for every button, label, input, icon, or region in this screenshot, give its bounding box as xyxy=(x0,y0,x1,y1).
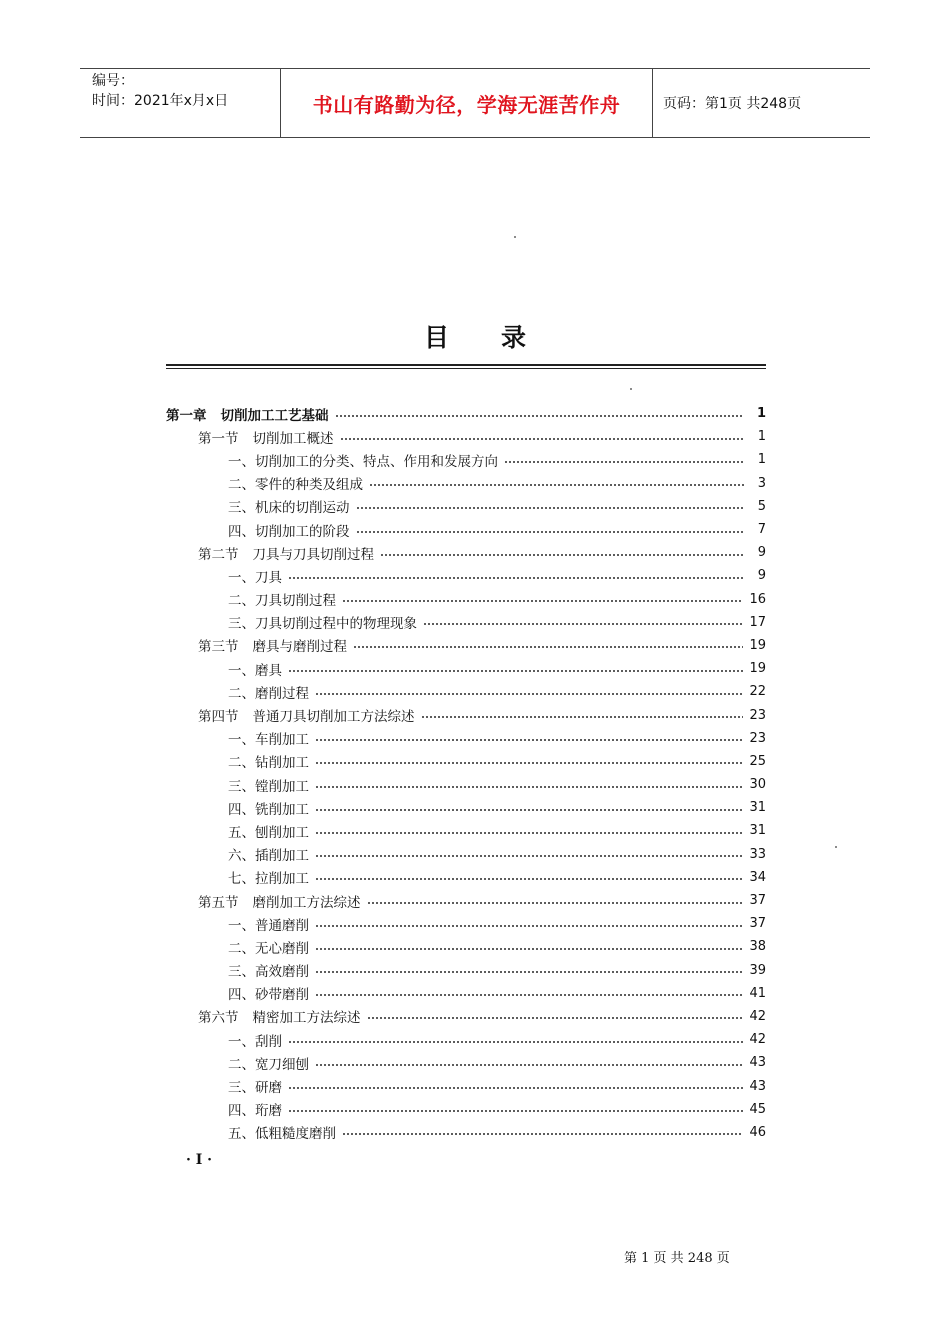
toc-leader-dots xyxy=(315,971,743,973)
toc-entry-label xyxy=(228,1099,282,1119)
toc-leader-dots xyxy=(335,415,745,417)
toc-item[interactable] xyxy=(166,866,766,889)
toc-chapter[interactable] xyxy=(166,402,766,425)
toc-entry-label xyxy=(198,543,374,563)
toc-entry-label xyxy=(228,867,309,887)
toc-entry-text: 普通刀具切削加工方法综述 xyxy=(252,709,415,726)
toc-entry-text: 一、刮削 xyxy=(228,1033,282,1050)
toc-entry-text: 一、车削加工 xyxy=(228,732,309,749)
toc-leader-dots xyxy=(367,1017,744,1019)
toc-entry-page: 37 xyxy=(749,916,766,932)
toc-leader-dots xyxy=(288,1087,743,1089)
toc-item[interactable] xyxy=(166,1074,766,1097)
toc-entry-label xyxy=(228,520,350,540)
toc-entry-text: 四、切削加工的阶段 xyxy=(228,523,350,540)
toc-item[interactable] xyxy=(166,680,766,703)
toc-item[interactable] xyxy=(166,657,766,680)
toc-entry-page: 1 xyxy=(757,429,766,445)
toc-entry-label xyxy=(228,728,309,748)
toc-leader-dots xyxy=(315,878,743,880)
header-page-info: 页码：第1页 共248页 xyxy=(663,96,802,112)
toc-entry-text: 六、插削加工 xyxy=(228,848,309,865)
page-footer: 第 1 页 共 248 页 xyxy=(624,1251,730,1266)
toc-item[interactable] xyxy=(166,518,766,541)
toc-entry-label xyxy=(228,914,309,934)
toc-item[interactable] xyxy=(166,611,766,634)
toc-leader-dots xyxy=(288,1041,743,1043)
toc-entry-text: 一、普通磨削 xyxy=(228,917,309,934)
toc-entry-label xyxy=(228,1030,282,1050)
toc-entry-page: 41 xyxy=(749,985,766,1001)
toc-entry-text: 三、高效磨削 xyxy=(228,964,309,981)
toc-item[interactable] xyxy=(166,1051,766,1074)
toc-entry-text: 切削加工工艺基础 xyxy=(220,407,329,424)
toc-entry-text: 磨削加工方法综述 xyxy=(252,894,361,911)
toc-entry-page: 30 xyxy=(749,777,766,793)
toc-leader-dots xyxy=(315,855,743,857)
toc-entry-page: 46 xyxy=(749,1124,766,1140)
toc-list xyxy=(166,402,766,1144)
toc-entry-number: 第三节 xyxy=(198,639,239,656)
toc-entry-page: 1 xyxy=(756,406,766,422)
toc-entry-page: 42 xyxy=(749,1032,766,1048)
toc-entry-page: 31 xyxy=(749,823,766,839)
toc-section[interactable] xyxy=(166,703,766,726)
toc-item[interactable] xyxy=(166,564,766,587)
toc-entry-page: 31 xyxy=(749,800,766,816)
toc-entry-text: 四、珩磨 xyxy=(228,1103,282,1120)
toc-item[interactable] xyxy=(166,912,766,935)
toc-item[interactable] xyxy=(166,727,766,750)
time-label: 时间：2021年x月x日 xyxy=(92,93,229,109)
toc-entry-page: 37 xyxy=(749,893,766,909)
toc-entry-page: 22 xyxy=(749,684,766,700)
toc-entry-label xyxy=(228,450,498,470)
toc-entry-page: 19 xyxy=(749,637,766,653)
toc-entry-text: 五、低粗糙度磨削 xyxy=(228,1126,336,1143)
scan-speck xyxy=(630,388,632,390)
toc-entry-text: 一、磨具 xyxy=(228,662,282,679)
toc-entry-label xyxy=(228,751,309,771)
toc-item[interactable] xyxy=(166,588,766,611)
toc-entry-page: 25 xyxy=(749,753,766,769)
toc-entry-label xyxy=(228,496,350,516)
toc-leader-dots xyxy=(315,948,743,950)
toc-entry-page: 9 xyxy=(757,568,766,584)
toc-entry-text: 一、切削加工的分类、特点、作用和发展方向 xyxy=(228,453,498,470)
toc-entry-label xyxy=(228,682,309,702)
toc-leader-dots xyxy=(288,1110,743,1112)
toc-entry-number: 第二节 xyxy=(198,546,239,563)
toc-entry-text: 精密加工方法综述 xyxy=(252,1010,361,1027)
toc-leader-dots xyxy=(315,693,743,695)
toc-entry-number: 第四节 xyxy=(198,709,239,726)
toc-entry-label xyxy=(228,937,309,957)
toc-entry-text: 三、刀具切削过程中的物理现象 xyxy=(228,616,417,633)
toc-entry-page: 38 xyxy=(749,939,766,955)
toc-entry-label xyxy=(228,1053,309,1073)
toc-entry-label xyxy=(228,983,309,1003)
toc-entry-text: 二、无心磨削 xyxy=(228,940,309,957)
toc-item[interactable] xyxy=(166,750,766,773)
toc-entry-page: 42 xyxy=(749,1008,766,1024)
toc-entry-label xyxy=(228,960,309,980)
toc-entry-label xyxy=(166,404,329,424)
toc-entry-text: 二、零件的种类及组成 xyxy=(228,477,363,494)
toc-entry-text: 四、铣削加工 xyxy=(228,801,309,818)
toc-entry-label xyxy=(228,612,417,632)
toc-entry-page: 7 xyxy=(757,522,766,538)
toc-entry-page: 33 xyxy=(749,846,766,862)
toc-entry-number: 第一节 xyxy=(198,430,239,447)
toc-leader-dots xyxy=(356,531,745,533)
toc-entry-label xyxy=(198,1006,361,1026)
toc-item[interactable] xyxy=(166,819,766,842)
toc-section[interactable] xyxy=(166,889,766,912)
toc-leader-dots xyxy=(315,994,743,996)
toc-entry-text: 五、刨削加工 xyxy=(228,824,309,841)
toc-item[interactable] xyxy=(166,1028,766,1051)
toc-item[interactable] xyxy=(166,959,766,982)
toc-section[interactable] xyxy=(166,1005,766,1028)
toc-leader-dots xyxy=(342,600,743,602)
toc-entry-page: 34 xyxy=(749,869,766,885)
toc-entry-text: 三、镗削加工 xyxy=(228,778,309,795)
toc-leader-dots xyxy=(369,484,744,486)
toc-entry-label xyxy=(228,566,282,586)
toc-entry-label xyxy=(198,427,334,447)
toc-leader-dots xyxy=(353,646,743,648)
toc-title: 目录 xyxy=(423,323,578,352)
toc-leader-dots xyxy=(367,902,744,904)
toc-entry-text: 三、机床的切削运动 xyxy=(228,500,350,517)
toc-leader-dots xyxy=(315,1064,743,1066)
toc-leader-dots xyxy=(423,623,743,625)
toc-leader-dots xyxy=(288,577,744,579)
toc-entry-label xyxy=(228,821,309,841)
toc-leader-dots xyxy=(288,670,743,672)
toc-entry-text: 刀具与刀具切削过程 xyxy=(252,546,374,563)
toc-entry-number: 第一章 xyxy=(166,407,207,424)
toc-entry-label xyxy=(198,705,415,725)
toc-entry-text: 一、刀具 xyxy=(228,569,282,586)
toc-entry-page: 16 xyxy=(749,591,766,607)
toc-entry-text: 磨具与磨削过程 xyxy=(252,639,347,656)
toc-leader-dots xyxy=(380,554,744,556)
toc-item[interactable] xyxy=(166,773,766,796)
toc-entry-page: 19 xyxy=(749,661,766,677)
toc-entry-page: 39 xyxy=(749,962,766,978)
toc-entry-page: 3 xyxy=(757,475,766,491)
toc-item[interactable] xyxy=(166,1121,766,1144)
toc-entry-page: 23 xyxy=(749,707,766,723)
toc-item[interactable] xyxy=(166,843,766,866)
toc-entry-number: 第六节 xyxy=(198,1010,239,1027)
toc-leader-dots xyxy=(315,809,743,811)
toc-entry-label xyxy=(228,589,336,609)
scan-speck xyxy=(514,236,516,238)
page-header xyxy=(80,68,870,138)
toc-entry-text: 七、拉削加工 xyxy=(228,871,309,888)
toc-entry-page: 23 xyxy=(749,730,766,746)
toc-entry-label xyxy=(228,659,282,679)
toc-entry-page: 43 xyxy=(749,1055,766,1071)
toc-section[interactable] xyxy=(166,541,766,564)
toc-item[interactable] xyxy=(166,796,766,819)
toc-item[interactable] xyxy=(166,1098,766,1121)
toc-item[interactable] xyxy=(166,935,766,958)
toc-entry-page: 1 xyxy=(757,452,766,468)
toc-entry-text: 二、刀具切削过程 xyxy=(228,593,336,610)
toc-entry-text: 二、钻削加工 xyxy=(228,755,309,772)
toc-entry-page: 9 xyxy=(757,545,766,561)
header-motto: 书山有路勤为径，学海无涯苦作舟 xyxy=(281,69,653,137)
toc-entry-text: 二、宽刀细刨 xyxy=(228,1056,309,1073)
toc-leader-dots xyxy=(315,739,743,741)
toc-leader-dots xyxy=(315,786,743,788)
scan-speck xyxy=(835,846,837,848)
toc-entry-label xyxy=(228,1122,336,1142)
toc-entry-label xyxy=(198,635,347,655)
toc-entry-label xyxy=(228,798,309,818)
toc-leader-dots xyxy=(356,507,745,509)
toc-item[interactable] xyxy=(166,982,766,1005)
toc-leader-dots xyxy=(342,1133,743,1135)
toc-entry-label xyxy=(228,1076,282,1096)
toc-item[interactable] xyxy=(166,495,766,518)
toc-entry-label xyxy=(198,891,361,911)
toc-entry-number: 第五节 xyxy=(198,894,239,911)
toc-entry-page: 43 xyxy=(749,1078,766,1094)
toc-item[interactable] xyxy=(166,472,766,495)
serial-label: 编号： xyxy=(92,73,134,89)
toc-section[interactable] xyxy=(166,634,766,657)
toc-leader-dots xyxy=(315,762,743,764)
toc-entry-text: 二、磨削过程 xyxy=(228,685,309,702)
toc-leader-dots xyxy=(504,461,744,463)
toc-item[interactable] xyxy=(166,448,766,471)
toc-entry-text: 四、砂带磨削 xyxy=(228,987,309,1004)
toc-leader-dots xyxy=(340,438,745,440)
title-rule xyxy=(166,364,766,369)
toc-leader-dots xyxy=(315,832,743,834)
toc-entry-page: 5 xyxy=(757,498,766,514)
toc-entry-page: 17 xyxy=(749,614,766,630)
header-meta xyxy=(80,69,281,137)
toc-entry-text: 三、研磨 xyxy=(228,1080,282,1097)
toc-leader-dots xyxy=(315,925,743,927)
toc-entry-label xyxy=(228,775,309,795)
toc-entry-text: 切削加工概述 xyxy=(252,430,334,447)
toc-section[interactable] xyxy=(166,425,766,448)
toc-entry-label xyxy=(228,844,309,864)
toc-entry-page: 45 xyxy=(749,1101,766,1117)
toc-entry-label xyxy=(228,473,363,493)
roman-page-number: · Ⅰ · xyxy=(186,1152,213,1168)
toc-leader-dots xyxy=(421,716,744,718)
